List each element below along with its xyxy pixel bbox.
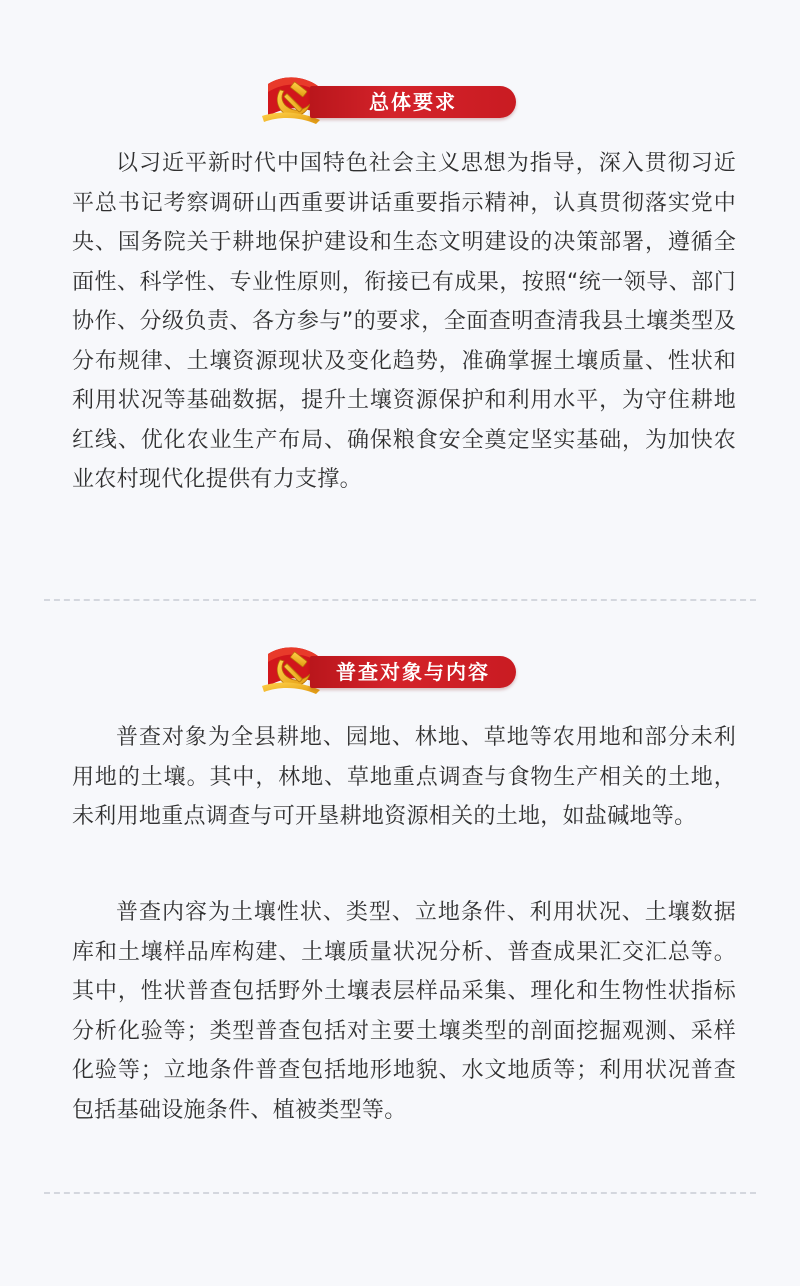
section-header-survey-scope bbox=[258, 640, 518, 698]
section-divider bbox=[44, 1192, 756, 1194]
general-requirements-paragraph: 以习近平新时代中国特色社会主义思想为指导，深入贯彻习近平总书记考察调研山西重要讲话重要指示精神，认真贯彻落实党中央、国务院关于耕地保护建设和生态文明建设的决策部署，遵循全面性、科学性、专业性原则，衔接已有成果，按照“统一领导、部门协作、分级负责、各方参与”的要求，全面查明查清我县土壤类型及分布规律、土壤资源现状及变化趋势，准确掌握土壤质量、性状和利用状况等基础数据，提升土壤资源保护和利用水平，为守住耕地红线、优化农业生产布局、确保粮食安全奠定坚实基础，为加快农业农村现代化提供有力支撑。 bbox=[72, 151, 736, 492]
section-title-banner bbox=[310, 86, 516, 118]
survey-objects-paragraph: 普查对象为全县耕地、园地、林地、草地等农用地和部分未利用地的土壤。其中，林地、草地重点调查与食物生产相关的土地，未利用地重点调查与可开垦耕地资源相关的土地，如盐碱地等。 bbox=[72, 725, 736, 829]
section-title: 总体要求 bbox=[369, 90, 457, 114]
section-divider bbox=[44, 599, 756, 601]
section-title-banner bbox=[310, 656, 516, 688]
section-header-general-requirements bbox=[258, 70, 518, 128]
section-title: 普查对象与内容 bbox=[336, 660, 490, 684]
survey-content-paragraph: 普查内容为土壤性状、类型、立地条件、利用状况、土壤数据库和土壤样品库构建、土壤质量状况分析、普查成果汇交汇总等。其中，性状普查包括野外土壤表层样品采集、理化和生物性状指标分析化验等；类型普查包括对主要土壤类型的剖面挖掘观测、采样化验等；立地条件普查包括地形地貌、水文地质等；利用状况普查包括基础设施条件、植被类型等。 bbox=[72, 900, 736, 1123]
